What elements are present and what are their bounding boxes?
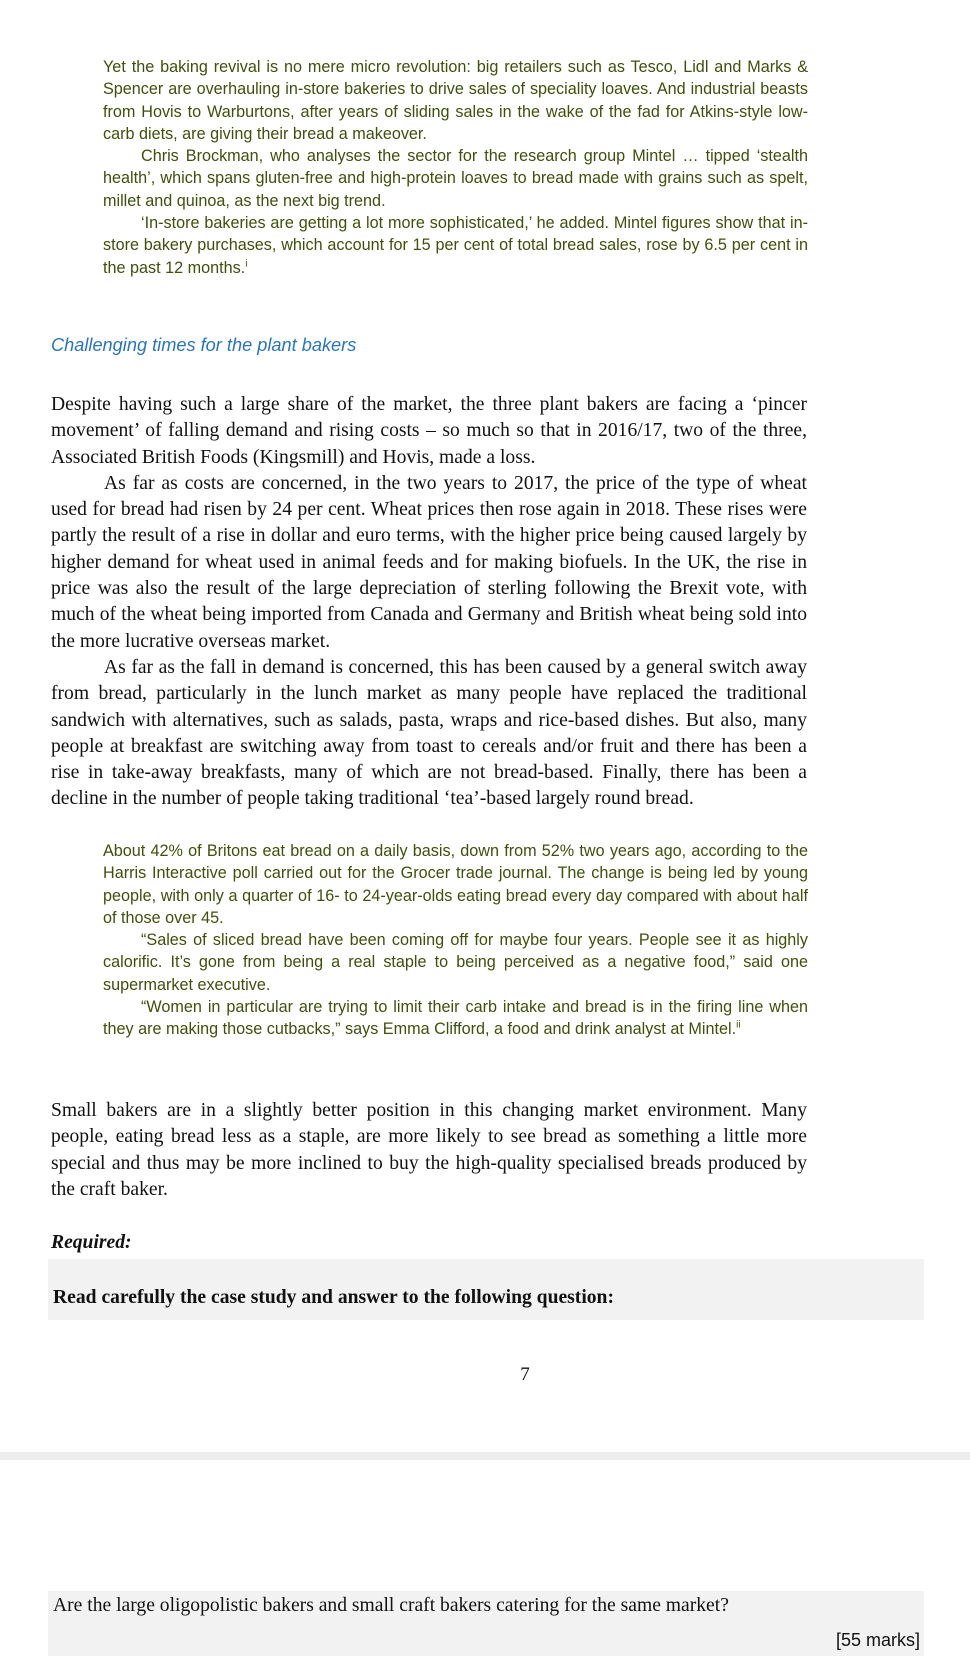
body-text-plant-bakers	[51, 392, 807, 813]
quote-paragraph-text: “Women in particular are trying to limit their carb intake and bread is in the firing line when they are making those cutbacks,” says Emma Clifford, a food and drink analyst at Mintel.	[103, 998, 808, 1039]
body-text-small-bakers	[51, 1098, 807, 1203]
page-separator	[0, 1452, 970, 1460]
quote-block-retailers	[103, 56, 808, 279]
page-number: 7	[520, 1364, 530, 1385]
body-paragraph: Despite having such a large share of the market, the three plant bakers are facing a ‘pincer movement’ of falling demand and rising costs – so much so that in 2016/17, two of the three, Associated British Foods (Kingsmill) and Hovis, made a loss.	[51, 394, 807, 468]
footnote-reference[interactable]: i	[245, 258, 248, 270]
quote-paragraph: Chris Brockman, who analyses the sector for the research group Mintel … tipped ‘stealth health’, which spans gluten-free and high-protein loaves to bread made with grains such as spelt, millet and quinoa, as the next big trend.	[103, 147, 808, 210]
section-heading: Challenging times for the plant bakers	[51, 335, 357, 355]
body-paragraph: As far as the fall in demand is concerned, this has been caused by a general switch away from bread, particularly in the lunch market as many people have replaced the traditional sandwich with alternatives, such as salads, pasta, wraps and rice-based dishes. But also, many people at breakfast are switching away from toast to cereals and/or fruit and there has been a rise in take-away breakfasts, many of which are not bread-based. Finally, there has been a decline in the number of people taking traditional ‘tea’-based largely round bread.	[51, 656, 807, 810]
instruction-text: Read carefully the case study and answer to the following question:	[53, 1287, 614, 1308]
body-paragraph: Small bakers are in a slightly better position in this changing market environment. Many people, eating bread less as a staple, are more likely to see bread as something a little more special and thus may be more inclined to buy the high-quality specialised breads produced by the craft baker.	[51, 1100, 807, 1200]
quote-paragraph: About 42% of Britons eat bread on a daily basis, down from 52% two years ago, according to the Harris Interactive poll carried out for the Grocer trade journal. The change is being led by young people, with only a quarter of 16- to 24-year-olds eating bread every day compared with about half of those over 45.	[103, 842, 808, 927]
required-label: Required:	[51, 1232, 132, 1253]
quote-paragraph: Yet the baking revival is no mere micro revolution: big retailers such as Tesco, Lidl and Marks & Spencer are overhauling in-store bakeries to drive sales of speciality loaves. And industrial beasts from Hovis to Warburtons, after years of sliding sales in the wake of the fad for Atkins-style low-carb diets, are giving their bread a makeover.	[103, 58, 808, 143]
quote-paragraph	[103, 996, 808, 1041]
body-paragraph: As far as costs are concerned, in the two years to 2017, the price of the type of wheat used for bread had risen by 24 per cent. Wheat prices then rose again in 2018. These rises were partly the result of a rise in dollar and euro terms, with the higher price being caused largely by higher demand for wheat used in animal feeds and for making biofuels. In the UK, the rise in price was also the result of the large depreciation of sterling following the Brexit vote, with much of the wheat being imported from Canada and Germany and British wheat being sold into the more lucrative overseas market.	[51, 472, 807, 652]
question-text: Are the large oligopolistic bakers and small craft bakers catering for the same market?	[53, 1595, 729, 1616]
quote-paragraph-text: ‘In-store bakeries are getting a lot more sophisticated,’ he added. Mintel figures show that in-store bakery purchases, which account for 15 per cent of total bread sales, rose by 6.5 per cent in the past 12 months.	[103, 214, 808, 277]
footnote-reference[interactable]: ii	[736, 1019, 741, 1031]
marks-label: [55 marks]	[835, 1630, 920, 1650]
quote-paragraph	[103, 212, 808, 279]
quote-paragraph: “Sales of sliced bread have been coming off for maybe four years. People see it as highly calorific. It’s gone from being a real staple to being perceived as a negative food,” said one supermarket executive.	[103, 931, 808, 994]
quote-block-harris-poll	[103, 840, 808, 1041]
